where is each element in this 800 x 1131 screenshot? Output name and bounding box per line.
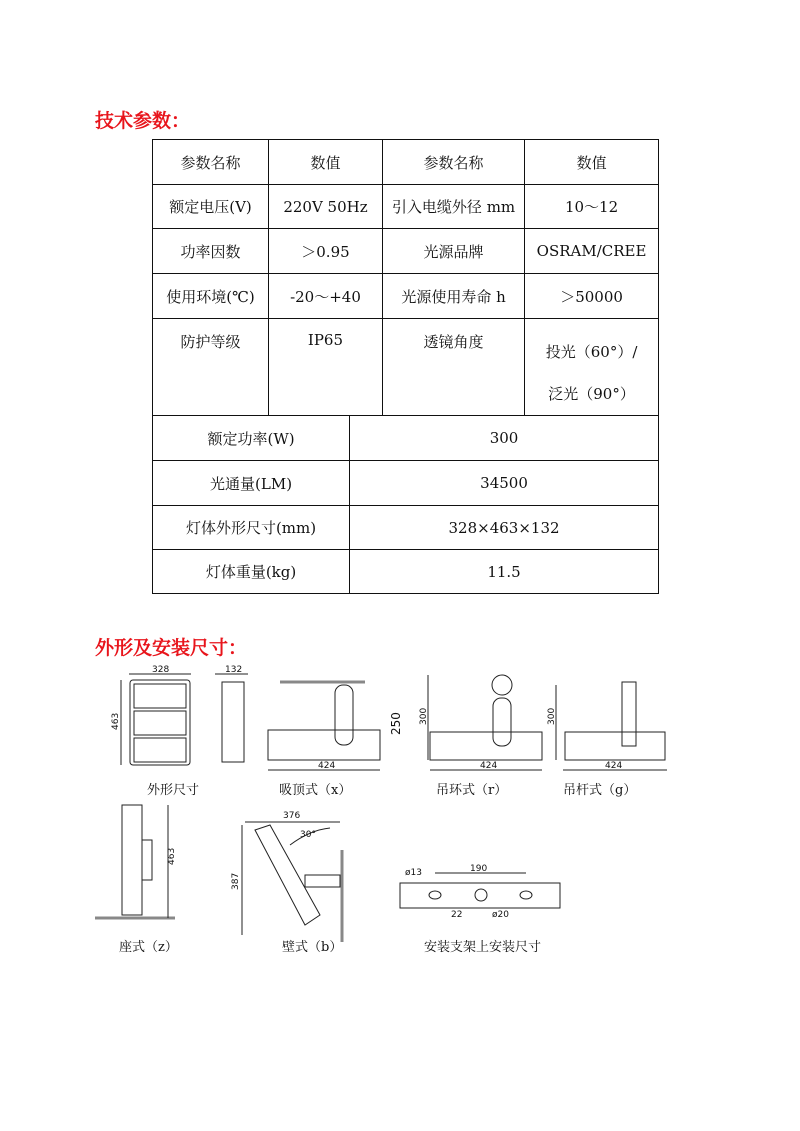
table-row <box>153 461 659 506</box>
dim-height: 300 <box>419 707 429 725</box>
header-cell: 参数名称 <box>382 140 524 185</box>
dim-depth: 132 <box>225 665 243 675</box>
table-cell: 透镜角度 <box>382 319 524 416</box>
dim-height: 387 <box>231 872 241 890</box>
header-cell: 参数名称 <box>153 140 269 185</box>
dim-height: 300 <box>547 707 557 725</box>
table-cell: 灯体外形尺寸(mm) <box>153 506 350 550</box>
wall-mount-drawing <box>231 811 342 942</box>
table-cell: 引入电缆外径 mm <box>382 185 524 229</box>
table-cell: ＞0.95 <box>269 229 383 274</box>
caption-seat: 座式（z） <box>119 940 178 955</box>
dim-width: 376 <box>283 811 301 821</box>
header-cell: 数值 <box>269 140 383 185</box>
table-cell: 11.5 <box>350 550 659 594</box>
section-title-tech-params: 技术参数： <box>95 110 191 132</box>
dim-gap: 22 <box>451 910 463 920</box>
table-row <box>153 550 659 594</box>
spec-table <box>152 139 659 594</box>
dim-height: 250 <box>389 712 403 735</box>
dim-span: 190 <box>470 864 488 874</box>
dim-hole-large: ø20 <box>492 910 509 920</box>
header-cell: 数值 <box>525 140 659 185</box>
table-row <box>153 274 659 319</box>
table-cell: 光通量(LM) <box>153 461 350 506</box>
table-row <box>153 229 659 274</box>
outline-side-drawing <box>215 665 248 762</box>
table-cell: 光源使用寿命 h <box>382 274 524 319</box>
rod-mount-drawing <box>547 682 667 771</box>
dim-width: 424 <box>605 761 623 771</box>
table-cell: 10～12 <box>525 185 659 229</box>
table-cell: 使用环境(℃) <box>153 274 269 319</box>
ring-mount-drawing <box>419 675 542 771</box>
ceiling-mount-drawing <box>268 682 403 771</box>
caption-bracket: 安装支架上安装尺寸 <box>424 940 542 955</box>
dim-height: 463 <box>111 712 121 730</box>
table-cell: 防护等级 <box>153 319 269 416</box>
dim-width: 424 <box>480 761 498 771</box>
lens-angle-spot: 投光（60°）/ <box>545 343 638 361</box>
table-cell: OSRAM/CREE <box>525 229 659 274</box>
dimension-drawings <box>0 660 800 960</box>
table-cell: 灯体重量(kg) <box>153 550 350 594</box>
caption-rod: 吊杆式（g） <box>563 783 637 798</box>
caption-outline: 外形尺寸 <box>147 783 200 798</box>
dim-width: 424 <box>318 761 336 771</box>
caption-ceiling: 吸顶式（x） <box>279 783 352 798</box>
table-row <box>153 185 659 229</box>
table-cell: -20～+40 <box>269 274 383 319</box>
table-cell: 220V 50Hz <box>269 185 383 229</box>
dim-hole-small: ø13 <box>405 868 422 878</box>
outline-front-drawing <box>111 665 191 765</box>
table-row <box>153 319 659 416</box>
table-row <box>153 416 659 461</box>
table-cell: 额定电压(V) <box>153 185 269 229</box>
dim-width: 328 <box>152 665 170 675</box>
table-header-row <box>153 140 659 185</box>
table-cell: ＞50000 <box>525 274 659 319</box>
table-row <box>153 506 659 550</box>
lens-angle-flood: 泛光（90°） <box>548 385 635 403</box>
table-cell: 328×463×132 <box>350 506 659 550</box>
table-cell: 功率因数 <box>153 229 269 274</box>
section-title-dimensions: 外形及安装尺寸： <box>95 637 248 659</box>
bracket-drawing <box>400 864 560 920</box>
caption-wall: 壁式（b） <box>282 940 343 955</box>
dim-angle: 30° <box>300 830 316 840</box>
caption-ring: 吊环式（r） <box>436 783 508 798</box>
dim-height: 463 <box>167 847 177 865</box>
table-cell: 34500 <box>350 461 659 506</box>
table-cell: IP65 <box>269 319 383 416</box>
table-cell: 300 <box>350 416 659 461</box>
table-cell <box>525 319 659 416</box>
seat-mount-drawing <box>95 805 177 918</box>
table-cell: 光源品牌 <box>382 229 524 274</box>
table-cell: 额定功率(W) <box>153 416 350 461</box>
